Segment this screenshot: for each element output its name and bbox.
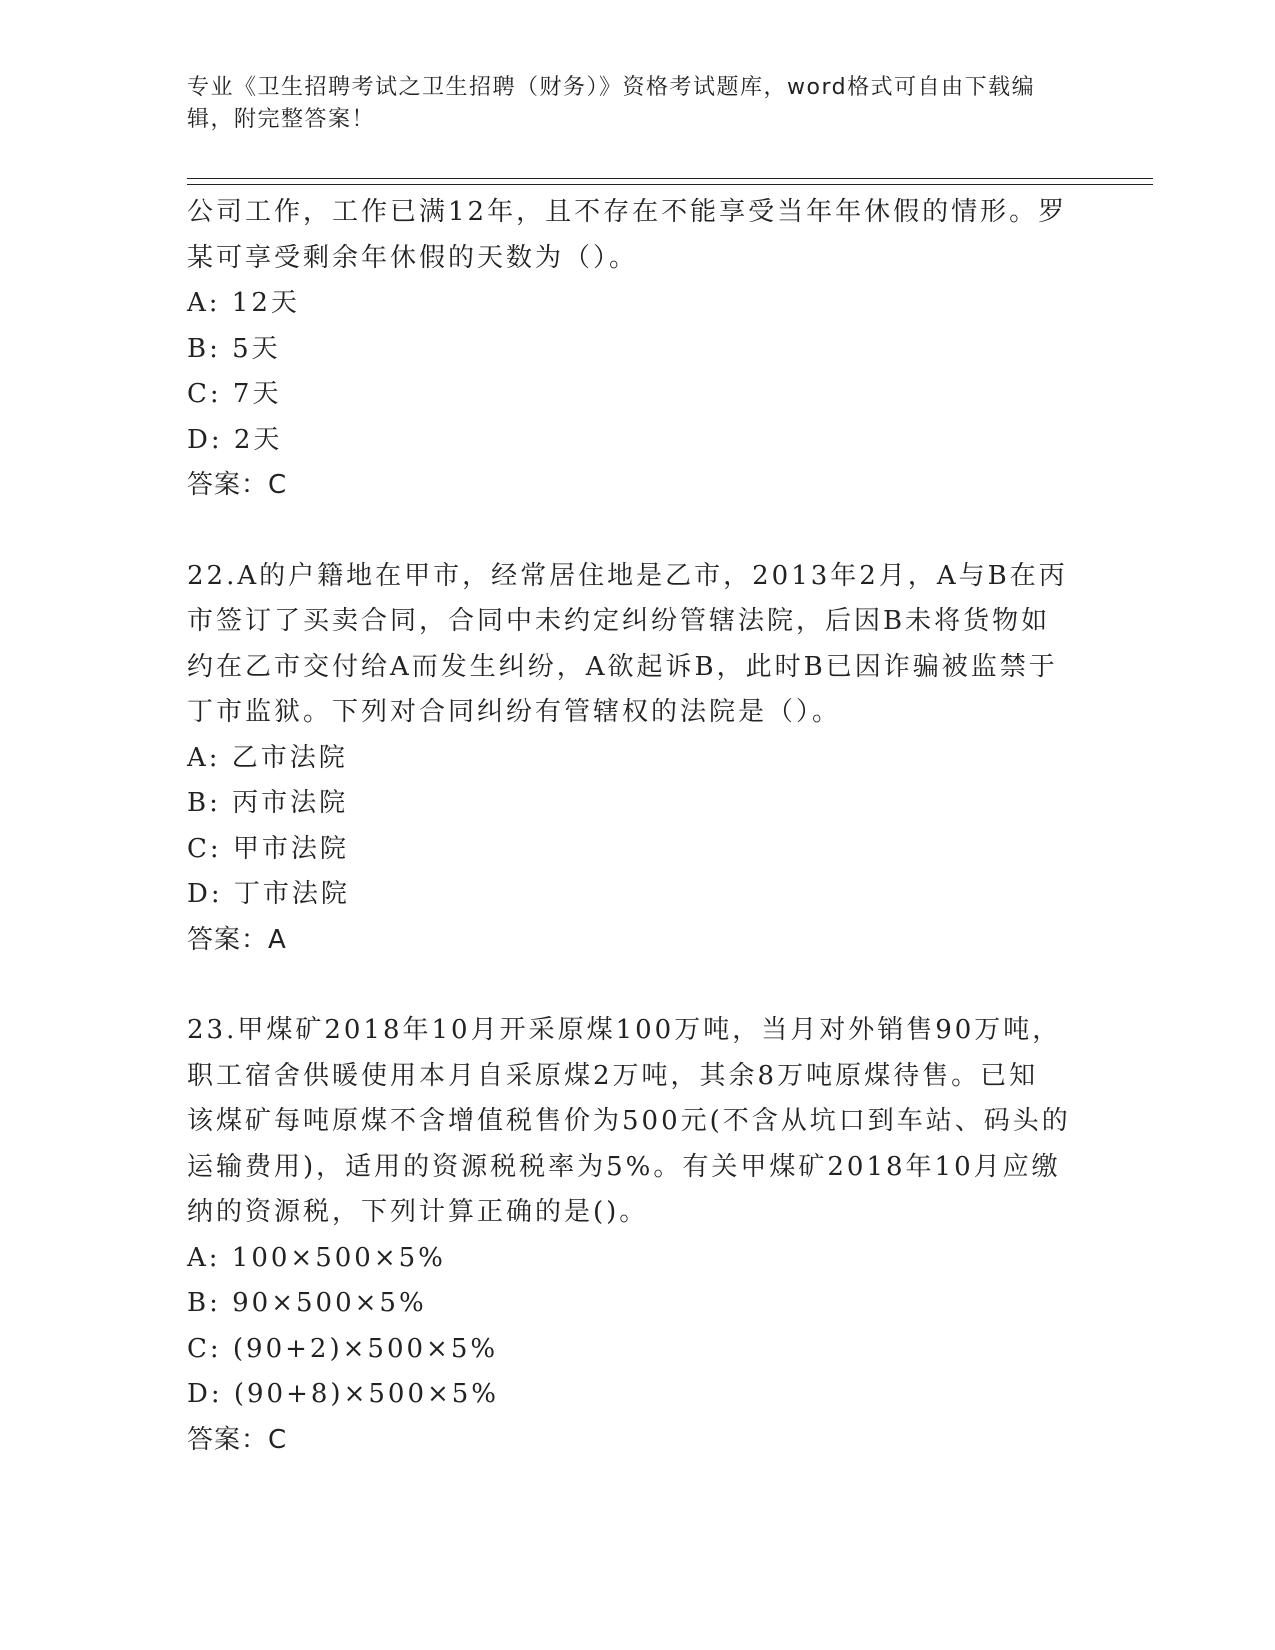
header-divider-top bbox=[187, 178, 1153, 179]
option-b: B: 丙市法院 bbox=[187, 788, 349, 818]
option-b: B: 5天 bbox=[187, 333, 281, 364]
spacer bbox=[187, 963, 1087, 1008]
question-list bbox=[187, 190, 1087, 1463]
question-stem-line: 丁市监狱。下列对合同纠纷有管辖权的法院是（）。 bbox=[187, 697, 842, 727]
question-21 bbox=[187, 190, 1087, 509]
question-stem-line: 运输费用)，适用的资源税税率为5%。有关甲煤矿2018年10月应缴 bbox=[187, 1151, 1061, 1182]
question-stem-line: 23.甲煤矿2018年10月开采原煤100万吨，当月对外销售90万吨， bbox=[187, 1015, 1062, 1045]
question-stem-line: 某可享受剩余年休假的天数为（）。 bbox=[187, 242, 639, 273]
question-23 bbox=[187, 1008, 1087, 1463]
question-stem-line: 纳的资源税，下列计算正确的是()。 bbox=[187, 1197, 649, 1227]
document-header: 专业《卫生招聘考试之卫生招聘（财务）》资格考试题库，word格式可自由下载编辑，附完整答案！ bbox=[187, 75, 1036, 132]
option-d: D: (90+8)×500×5% bbox=[187, 1379, 500, 1409]
option-b: B: 90×500×5% bbox=[187, 1288, 427, 1318]
option-c: C: (90+2)×500×5% bbox=[187, 1333, 499, 1364]
spacer bbox=[187, 509, 1087, 554]
answer: 答案：A bbox=[187, 924, 287, 955]
option-d: D: 2天 bbox=[187, 424, 283, 455]
header-divider-bottom bbox=[187, 184, 1153, 185]
answer: 答案：C bbox=[187, 1424, 288, 1455]
answer: 答案：C bbox=[187, 470, 288, 500]
option-a: A: 12天 bbox=[187, 288, 300, 318]
option-a: A: 100×500×5% bbox=[187, 1242, 446, 1273]
question-stem-line: 22.A的户籍地在甲市，经常居住地是乙市，2013年2月，A与B在丙 bbox=[187, 560, 1068, 591]
option-a: A: 乙市法院 bbox=[187, 742, 348, 773]
question-stem-line: 职工宿舍供暖使用本月自采原煤2万吨，其余8万吨原煤待售。已知 bbox=[187, 1060, 1039, 1091]
question-stem-line: 该煤矿每吨原煤不含增值税售价为500元(不含从坑口到车站、码头的 bbox=[187, 1106, 1071, 1136]
question-stem-line: 约在乙市交付给A而发生纠纷，A欲起诉B，此时B已因诈骗被监禁于 bbox=[187, 651, 1058, 682]
question-stem-line: 市签订了买卖合同，合同中未约定纠纷管辖法院，后因B未将货物如 bbox=[187, 606, 1051, 636]
question-stem-line: 公司工作，工作已满12年，且不存在不能享受当年年休假的情形。罗 bbox=[187, 197, 1068, 227]
question-22 bbox=[187, 554, 1087, 964]
option-d: D: 丁市法院 bbox=[187, 879, 350, 909]
option-c: C: 7天 bbox=[187, 379, 282, 409]
option-c: C: 甲市法院 bbox=[187, 833, 349, 864]
